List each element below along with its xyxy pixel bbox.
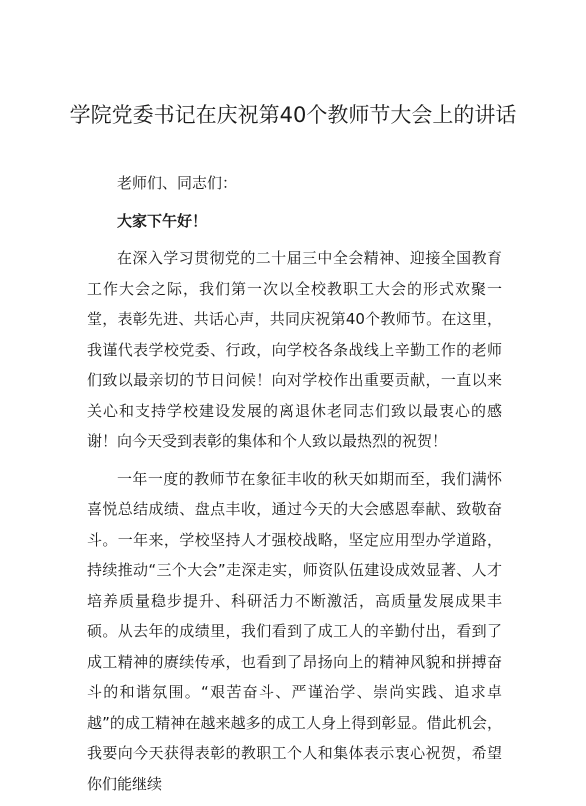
greeting: 大家下午好！ xyxy=(117,211,208,230)
salutation: 老师们、同志们： xyxy=(117,174,238,192)
document-title: 学院党委书记在庆祝第40个教师节大会上的讲话 xyxy=(69,103,517,127)
body-paragraph: 一年一度的教师节在象征丰收的秋天如期而至，我们满怀喜悦总结成绩、盘点丰收，通过今天的大会感恩奉献、致敬奋斗。一年来，学校坚持人才强校战略，坚定应用型办学道路，持续推动“三个大会”走深走实，师资队伍建设成效显著、人才培养质量稳步提升、科研活力不断激活，高质量发展成果丰硕。从去年的成绩里，我们看到了成工人的辛勤付出，看到了成工精神的赓续传承，也看到了昂扬向上的精神风貌和拼搏奋斗的和谐氛围。“艰苦奋斗、严谨治学、崇尚实践、追求卓越”的成工精神在越来越多的成工人身上得到彰显。借此机会，我要向今天获得表彰的教职工个人和集体表示衷心祝贺，希望你们能继续 xyxy=(87,469,502,793)
body-paragraph: 在深入学习贯彻党的二十届三中全会精神、迎接全国教育工作大会之际，我们第一次以全校教职工大会的形式欢聚一堂，表彰先进、共话心声，共同庆祝第40个教师节。在这里，我谨代表学校党委、行政，向学校各条战线上辛勤工作的老师们致以最亲切的节日问候！向对学校作出重要贡献，一直以来关心和支持学校建设发展的离退休老同志们致以最衷心的感谢！向今天受到表彰的集体和个人致以最热烈的祝贺！ xyxy=(87,249,502,450)
document-body xyxy=(87,168,502,806)
